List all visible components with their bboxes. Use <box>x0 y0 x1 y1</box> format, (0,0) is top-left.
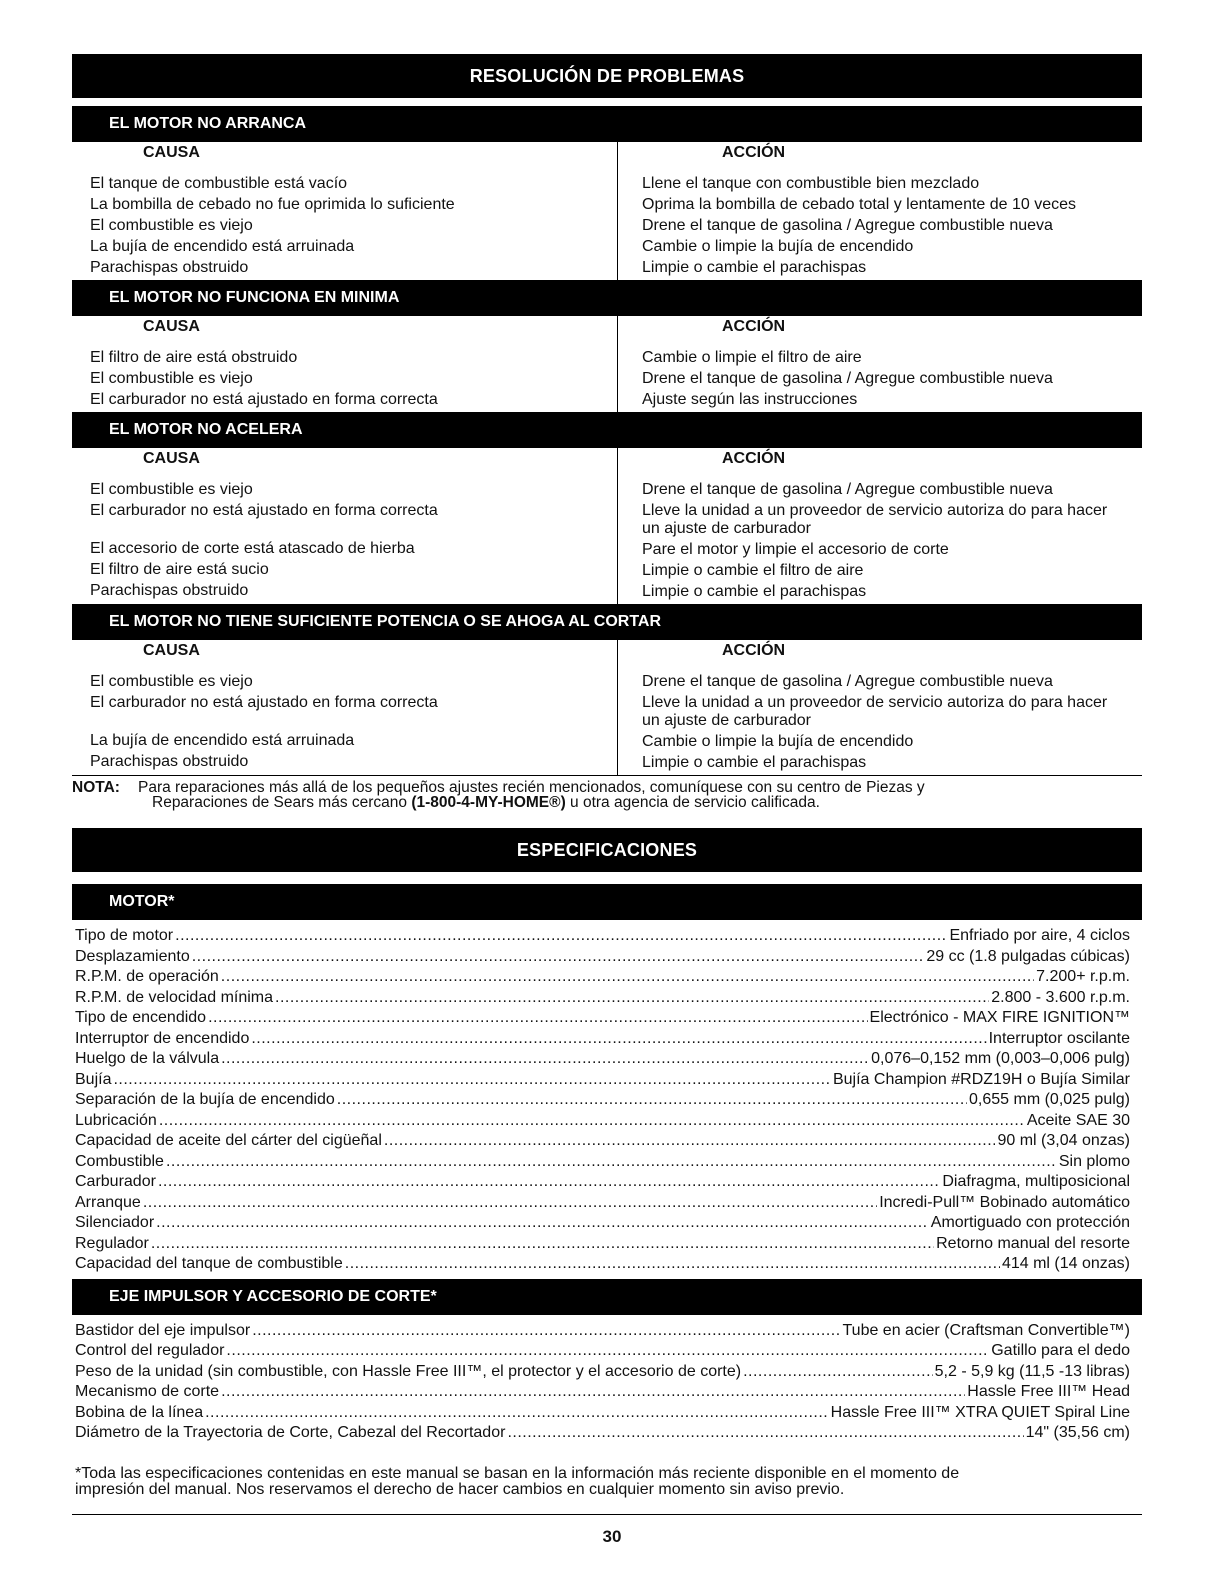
nota-line-2 <box>138 795 1118 810</box>
spec-value: 2.800 - 3.600 r.p.m. <box>991 988 1130 1006</box>
spec-value: Enfriado por aire, 4 ciclos <box>949 927 1130 944</box>
causa-header: CAUSA <box>143 318 200 335</box>
cause-action-table <box>72 316 1142 412</box>
trouble-section-title: EL MOTOR NO ARRANCA <box>109 115 307 132</box>
dot-leader <box>192 947 925 967</box>
dot-leader <box>384 1131 996 1151</box>
spec-row <box>72 1423 1142 1444</box>
causa-text: El combustible es viejo <box>90 673 253 690</box>
causa-column <box>72 316 618 412</box>
cause-action-table <box>72 640 1142 775</box>
trouble-section-title: EL MOTOR NO FUNCIONA EN MINIMA <box>109 289 400 306</box>
spec-value: Tube en acier (Craftsman Convertible™) <box>842 1321 1130 1339</box>
dot-leader <box>507 1423 1023 1443</box>
spec-value: Interruptor oscilante <box>988 1029 1130 1047</box>
footnote-line-2: impresión del manual. Nos reservamos el derecho de hacer cambios en cualquier momento sin aviso previo. <box>75 1480 845 1498</box>
page-number: 30 <box>602 1527 622 1546</box>
causa-text: El combustible es viejo <box>90 370 253 387</box>
spec-value: 14" (35,56 cm) <box>1025 1424 1130 1441</box>
eje-spec-list <box>72 1315 1142 1444</box>
specifications-title-text: ESPECIFICACIONES <box>516 839 698 860</box>
dot-leader <box>151 1234 934 1254</box>
trouble-section <box>72 106 1142 280</box>
spec-value: Retorno manual del resorte <box>936 1234 1130 1252</box>
spec-value: 29 cc (1.8 pulgadas cúbicas) <box>926 947 1130 965</box>
trouble-section <box>72 604 1142 775</box>
spec-value: Aceite SAE 30 <box>1026 1111 1130 1129</box>
accion-text: Limpie o cambie el parachispas <box>642 259 867 276</box>
spec-row <box>72 926 1142 947</box>
troubleshooting-title <box>72 54 1142 98</box>
spec-label: R.P.M. de velocidad mínima <box>75 988 274 1006</box>
dot-leader <box>159 1111 1025 1131</box>
spec-label: Capacidad del tanque de combustible <box>75 1255 343 1272</box>
dot-leader <box>275 988 989 1008</box>
footnote <box>72 1466 1142 1498</box>
accion-header: ACCIÓN <box>722 144 786 161</box>
spec-label: R.P.M. de operación <box>75 968 219 985</box>
trouble-section-title: EL MOTOR NO ACELERA <box>109 421 303 438</box>
nota-text-part: Reparaciones de Sears más cercano <box>152 794 412 811</box>
spec-row <box>72 1049 1142 1070</box>
spec-value: Hassle Free III™ Head <box>967 1383 1130 1400</box>
accion-text: Llene el tanque con combustible bien mezclado <box>642 175 980 192</box>
nota <box>72 775 1142 810</box>
spec-value: Bujía Champion #RDZ19H o Bujía Similar <box>832 1070 1130 1088</box>
spec-row <box>72 1254 1142 1275</box>
dot-leader <box>221 1049 869 1069</box>
spec-label: Peso de la unidad (sin combustible, con Hassle Free III™, el protector y el accesorio de corte) <box>75 1362 742 1380</box>
accion-text: Drene el tanque de gasolina / Agregue combustible nueva <box>642 481 1053 498</box>
nota-label: NOTA: <box>72 779 120 796</box>
troubleshooting-title-text: RESOLUCIÓN DE PROBLEMAS <box>469 65 745 86</box>
spec-row <box>72 1029 1142 1050</box>
accion-text: Ajuste según las instrucciones <box>642 391 858 408</box>
accion-column <box>618 640 1142 775</box>
dot-leader <box>226 1341 989 1361</box>
spec-label: Interruptor de encendido <box>75 1029 250 1047</box>
causa-text: La bujía de encendido está arruinada <box>90 238 355 255</box>
spec-value: 0,076–0,152 mm (0,003–0,006 pulg) <box>871 1050 1130 1067</box>
causa-header: CAUSA <box>143 642 200 659</box>
causa-text: Parachispas obstruido <box>90 753 249 770</box>
spec-row <box>72 1193 1142 1214</box>
trouble-section-title: EL MOTOR NO TIENE SUFICIENTE POTENCIA O SE AHOGA AL CORTAR <box>109 613 662 630</box>
nota-phone: (1-800-4-MY-HOME®) <box>411 794 566 811</box>
accion-column <box>618 316 1142 412</box>
accion-text: Limpie o cambie el parachispas <box>642 583 867 600</box>
trouble-section-header <box>72 280 1142 316</box>
dot-leader <box>252 1321 840 1341</box>
causa-text: El combustible es viejo <box>90 481 253 498</box>
trouble-section-header <box>72 604 1142 640</box>
accion-text: Cambie o limpie la bujía de encendido <box>642 238 914 255</box>
nota-text <box>138 780 1118 810</box>
spec-row <box>72 1321 1142 1342</box>
spec-label: Huelgo de la válvula <box>75 1050 220 1067</box>
dot-leader <box>743 1362 933 1382</box>
causa-text: El carburador no está ajustado en forma correcta <box>90 502 438 519</box>
accion-header: ACCIÓN <box>722 318 786 335</box>
accion-text: Limpie o cambie el filtro de aire <box>642 562 864 579</box>
dot-leader <box>337 1090 967 1110</box>
dot-leader <box>208 1008 867 1028</box>
spec-value: 5,2 - 5,9 kg (11,5 -13 libras) <box>934 1362 1130 1380</box>
dot-leader <box>251 1029 986 1049</box>
spec-label: Arranque <box>75 1193 141 1211</box>
troubleshooting-sections <box>72 106 1142 775</box>
causa-text: Parachispas obstruido <box>90 582 249 599</box>
dot-leader <box>143 1193 877 1213</box>
causa-text: Parachispas obstruido <box>90 259 249 276</box>
spec-row <box>72 1213 1142 1234</box>
cause-action-table <box>72 448 1142 604</box>
spec-value: 90 ml (3,04 onzas) <box>997 1132 1130 1149</box>
causa-column <box>72 640 618 775</box>
spec-row <box>72 1341 1142 1362</box>
eje-section-title: EJE IMPULSOR Y ACCESORIO DE CORTE* <box>109 1287 437 1305</box>
dot-leader <box>205 1403 829 1423</box>
spec-label: Capacidad de aceite del cárter del cigüeñal <box>75 1132 382 1149</box>
causa-text: El tanque de combustible está vacío <box>90 175 348 192</box>
spec-label: Regulador <box>75 1234 149 1252</box>
causa-text: El carburador no está ajustado en forma correcta <box>90 391 438 408</box>
motor-spec-list <box>72 920 1142 1275</box>
accion-text: Pare el motor y limpie el accesorio de corte <box>642 541 949 558</box>
spec-label: Tipo de encendido <box>75 1009 207 1026</box>
spec-row <box>72 1111 1142 1132</box>
spec-row <box>72 1152 1142 1173</box>
spec-value: 7.200+ r.p.m. <box>1036 968 1130 985</box>
nota-line-1: Para reparaciones más allá de los pequeños ajustes recién mencionados, comuníquese con su centro de Piezas y <box>138 779 925 796</box>
causa-text: El filtro de aire está obstruido <box>90 349 298 366</box>
spec-label: Mecanismo de corte <box>75 1383 220 1400</box>
bottom-rule <box>72 1514 1142 1515</box>
spec-row <box>72 1008 1142 1029</box>
causa-header: CAUSA <box>143 450 200 467</box>
spec-value: Hassle Free III™ XTRA QUIET Spiral Line <box>830 1403 1130 1421</box>
spec-row <box>72 967 1142 988</box>
spec-value: 0,655 mm (0,025 pulg) <box>969 1091 1130 1108</box>
specifications-title <box>72 828 1142 872</box>
accion-text: Limpie o cambie el parachispas <box>642 754 867 771</box>
spec-label: Carburador <box>75 1173 156 1190</box>
spec-row <box>72 988 1142 1009</box>
trouble-section <box>72 280 1142 412</box>
accion-text: Lleve la unidad a un proveedor de servicio autoriza do para hacer un ajuste de carburador <box>642 502 1108 537</box>
accion-text: Oprima la bombilla de cebado total y lentamente de 10 veces <box>642 196 1077 213</box>
causa-text: El filtro de aire está sucio <box>90 561 269 578</box>
spec-value: 414 ml (14 onzas) <box>1001 1255 1130 1272</box>
spec-label: Bobina de la línea <box>75 1403 204 1421</box>
eje-section-header <box>72 1279 1142 1315</box>
trouble-section-header <box>72 412 1142 448</box>
accion-text: Drene el tanque de gasolina / Agregue combustible nueva <box>642 673 1053 690</box>
spec-row <box>72 947 1142 968</box>
spec-row <box>72 1362 1142 1383</box>
accion-column <box>618 142 1142 280</box>
causa-column <box>72 448 618 604</box>
dot-leader <box>221 967 1034 987</box>
causa-text: El accesorio de corte está atascado de hierba <box>90 540 415 557</box>
spec-row <box>72 1382 1142 1403</box>
spec-value: Sin plomo <box>1058 1152 1130 1170</box>
spec-row <box>72 1131 1142 1152</box>
spec-value: Incredi-Pull™ Bobinado automático <box>879 1193 1130 1211</box>
dot-leader <box>113 1070 831 1090</box>
causa-text: La bombilla de cebado no fue oprimida lo suficiente <box>90 196 455 213</box>
dot-leader <box>166 1152 1057 1172</box>
accion-text: Drene el tanque de gasolina / Agregue combustible nueva <box>642 217 1053 234</box>
spec-value: Gatillo para el dedo <box>991 1342 1130 1359</box>
motor-section-title: MOTOR* <box>109 893 175 910</box>
causa-text: El carburador no está ajustado en forma correcta <box>90 694 438 711</box>
spec-label: Desplazamiento <box>75 947 190 965</box>
dot-leader <box>156 1213 929 1233</box>
causa-text: El combustible es viejo <box>90 217 253 234</box>
accion-text: Lleve la unidad a un proveedor de servicio autoriza do para hacer un ajuste de carburador <box>642 694 1108 729</box>
trouble-section <box>72 412 1142 604</box>
accion-header: ACCIÓN <box>722 450 786 467</box>
motor-section-header <box>72 884 1142 920</box>
spec-value: Diafragma, multiposicional <box>942 1173 1130 1190</box>
dot-leader <box>175 926 947 946</box>
causa-header: CAUSA <box>143 144 200 161</box>
causa-column <box>72 142 618 280</box>
accion-text: Cambie o limpie el filtro de aire <box>642 349 862 366</box>
accion-header: ACCIÓN <box>722 642 786 659</box>
spec-value: Amortiguado con protección <box>930 1214 1130 1231</box>
dot-leader <box>158 1172 940 1192</box>
spec-label: Separación de la bujía de encendido <box>75 1091 335 1108</box>
spec-row <box>72 1403 1142 1424</box>
spec-label: Control del regulador <box>75 1342 225 1359</box>
spec-label: Combustible <box>75 1152 164 1170</box>
spec-label: Diámetro de la Trayectoria de Corte, Cabezal del Recortador <box>75 1424 506 1441</box>
dot-leader <box>345 1254 1000 1274</box>
spec-row <box>72 1172 1142 1193</box>
accion-text: Cambie o limpie la bujía de encendido <box>642 733 914 750</box>
nota-text-part: u otra agencia de servicio calificada. <box>565 794 820 811</box>
spec-label: Lubricación <box>75 1111 157 1129</box>
dot-leader <box>221 1382 965 1402</box>
manual-page <box>72 54 1142 1498</box>
causa-text: La bujía de encendido está arruinada <box>90 732 355 749</box>
spec-label: Bastidor del eje impulsor <box>75 1321 251 1339</box>
spec-label: Silenciador <box>75 1214 155 1231</box>
trouble-section-header <box>72 106 1142 142</box>
cause-action-table <box>72 142 1142 280</box>
spec-row <box>72 1090 1142 1111</box>
spec-value: Electrónico - MAX FIRE IGNITION™ <box>869 1009 1130 1026</box>
accion-column <box>618 448 1142 604</box>
spec-label: Tipo de motor <box>75 927 174 944</box>
spec-row <box>72 1234 1142 1255</box>
spec-label: Bujía <box>75 1070 112 1088</box>
footnote-line-1: *Toda las especificaciones contenidas en este manual se basan en la información más reciente disponible en el momento de <box>75 1464 960 1482</box>
spec-row <box>72 1070 1142 1091</box>
accion-text: Drene el tanque de gasolina / Agregue combustible nueva <box>642 370 1053 387</box>
